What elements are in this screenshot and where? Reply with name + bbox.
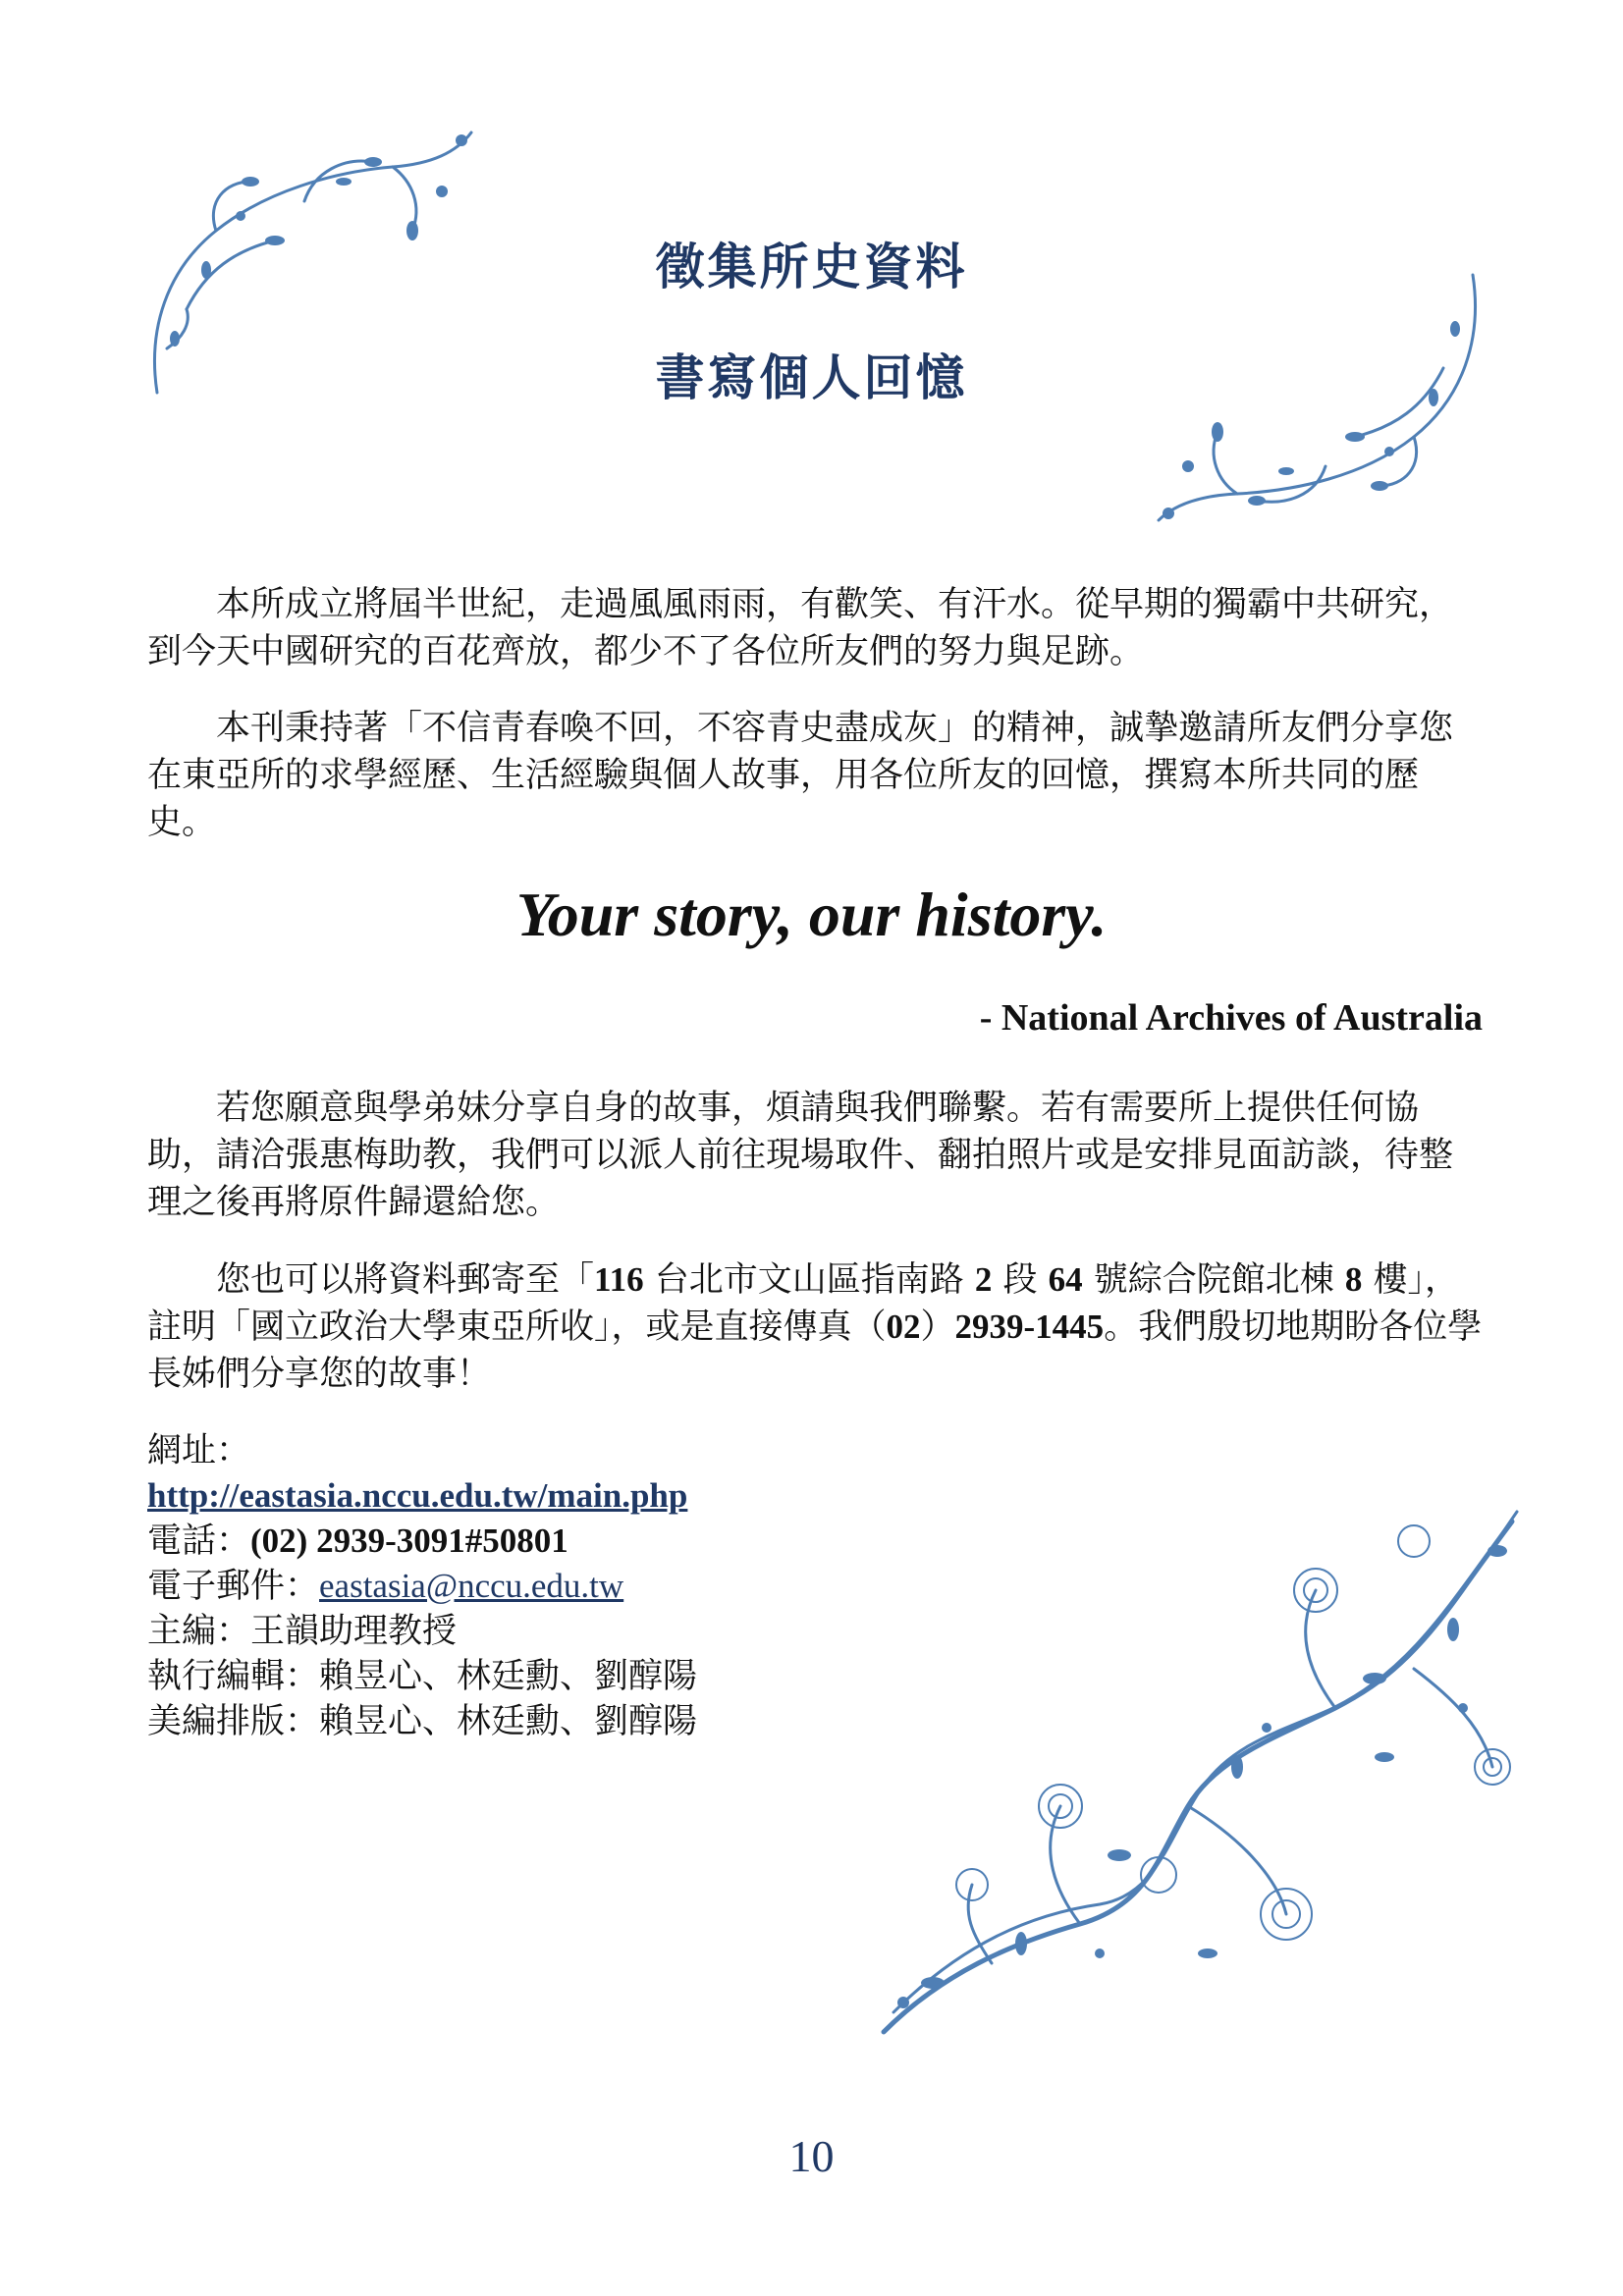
invitation-paragraph-text: 本刊秉持著「不信青春喚不回，不容青史盡成灰」的精神，誠摯邀請所友們分享您在東亞所的求學經歷、生活經驗與個人故事，用各位所友的回憶，撰寫本所共同的歷史。 [147,709,1454,842]
mailing-text-1: 您也可以將資料郵寄至「 [216,1260,595,1300]
exec-editor-value: 賴昱心、林廷勳、劉醇陽 [319,1657,698,1696]
email-label: 電子郵件： [147,1567,320,1606]
mailing-text-7: 。我們殷切地期盼各位學長姊們分享您的故事！ [147,1308,1483,1394]
mailing-text-2: 台北市文山區指南路 [643,1260,975,1300]
contact-request-text: 若您願意與學弟妹分享自身的故事，煩請與我們聯繫。若有需要所上提供任何協助，請洽張惠梅助教，我們可以派人前往現場取件、翻拍照片或是安排見面訪談，待整理之後再將原件歸還給您。 [147,1089,1454,1222]
address-number: 64 [1048,1260,1083,1299]
exec-editor-label: 執行編輯： [147,1657,320,1696]
invitation-paragraph [147,705,1483,846]
slogan: Your story, our history. [515,880,1108,949]
mailing-text-6: ） [920,1308,955,1347]
contact-request-paragraph [147,1085,1483,1226]
website-link[interactable]: http://eastasia.nccu.edu.tw/main.php [147,1476,688,1515]
mailing-paragraph [147,1256,1483,1398]
phone-value: (02) 2939-3091#50801 [250,1522,568,1560]
page-title-line1: 徵集所史資料 [655,239,968,295]
page-title-line2: 書寫個人回憶 [655,349,968,406]
floral-ornament-bottom-right [864,1482,1532,2052]
mailing-text-4: 號綜合院館北棟 [1082,1260,1345,1300]
editor-value: 王韻助理教授 [250,1612,458,1651]
postal-code: 116 [594,1260,644,1299]
section-number: 2 [974,1260,993,1299]
page-number: 10 [788,2131,835,2181]
fax-number: 2939-1445 [954,1308,1105,1346]
fax-area-code: 02 [886,1308,921,1346]
mailing-text-3: 段 [992,1260,1049,1300]
slogan-attribution: - National Archives of Australia [979,997,1483,1039]
intro-paragraph-text: 本所成立將屆半世紀，走過風風雨雨，有歡笑、有汗水。從早期的獨霸中共研究，到今天中國研究的百花齊放，都少不了各位所友們的努力與足跡。 [147,585,1454,671]
editor-label: 主編： [147,1612,251,1651]
designer-value: 賴昱心、林廷勳、劉醇陽 [319,1702,698,1741]
designer-label: 美編排版： [147,1702,320,1741]
intro-paragraph [147,581,1483,675]
mailing-text-5: 樓」，註明「國立政治大學東亞所收」，或是直接傳真（ [147,1260,1460,1347]
website-label: 網址： [147,1431,251,1470]
email-link[interactable]: eastasia@nccu.edu.tw [319,1567,624,1605]
contact-info [147,1428,933,1744]
phone-label: 電話： [147,1522,251,1561]
floor-number: 8 [1344,1260,1363,1299]
